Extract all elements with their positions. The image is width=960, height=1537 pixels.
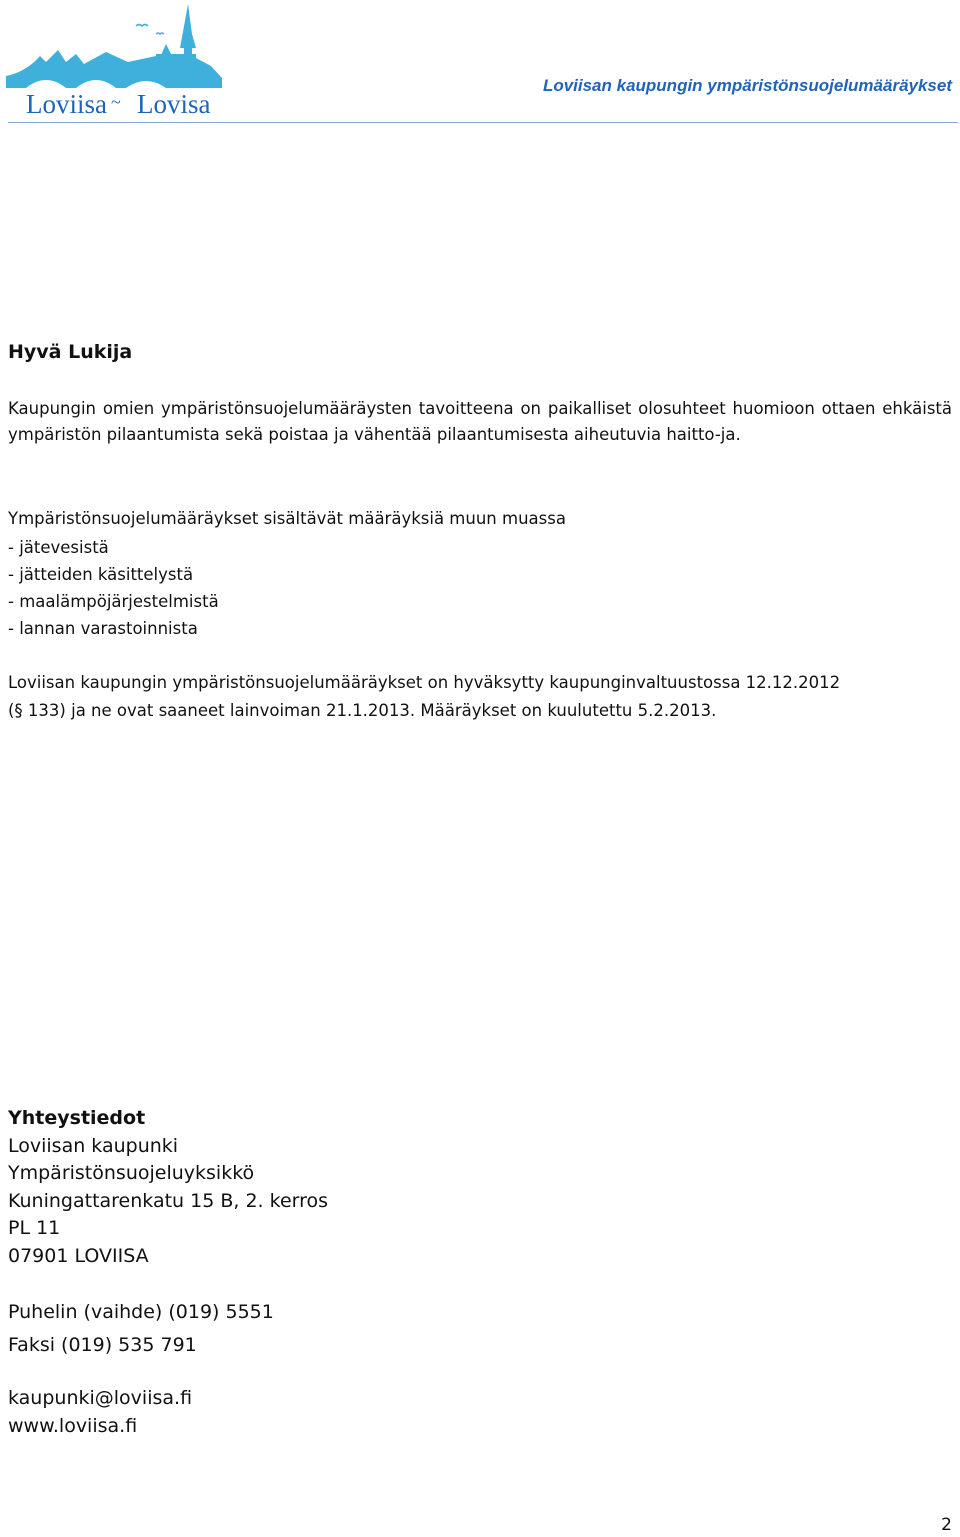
header-divider [8, 122, 958, 123]
contact-block [8, 1105, 328, 1270]
greeting-heading: Hyvä Lukija [8, 341, 133, 363]
list-item: - lannan varastoinnista [8, 619, 198, 638]
page-number: 2 [941, 1515, 952, 1535]
contact-line: 07901 LOVIISA [8, 1244, 149, 1267]
contact-line: Ympäristönsuojeluyksikkö [8, 1162, 255, 1184]
loviisa-logo [6, 4, 228, 118]
email-link[interactable]: kaupunki@loviisa.fi [8, 1387, 193, 1409]
list-item: - jätevesistä [8, 538, 109, 557]
contact-line: Kuningattarenkatu 15 B, 2. kerros [8, 1189, 329, 1212]
regulations-lead: Ympäristönsuojelumääräykset sisältävät määräyksiä muun muassa [8, 509, 566, 528]
contact-fax: Faksi (019) 535 791 [8, 1334, 197, 1356]
approval-paragraph [8, 669, 952, 725]
approval-line: (§ 133) ja ne ovat saaneet lainvoiman 21.1.2013. Määräykset on kuulutettu 5.2.2013. [8, 701, 717, 720]
page-header [0, 0, 960, 125]
website-link[interactable]: www.loviisa.fi [8, 1415, 138, 1437]
contact-phone: Puhelin (vaihde) (019) 5551 [8, 1301, 274, 1323]
list-item: - maalämpöjärjestelmistä [8, 592, 219, 611]
approval-line: Loviisan kaupungin ympäristönsuojelumääräykset on hyväksytty kaupunginvaltuustossa 12.12.2012 [8, 673, 841, 692]
regulations-list [8, 534, 219, 642]
contact-title: Yhteystiedot [8, 1107, 146, 1129]
intro-paragraph: Kaupungin omien ympäristönsuojelumääräysten tavoitteena on paikalliset olosuhteet huomioon ottaen ehkäistä ympäristön pilaantumista sekä poistaa ja vähentää pilaantumisesta aiheutuvia haitto-ja. [8, 399, 952, 444]
svg-text:Lovisa: Lovisa [137, 89, 211, 118]
contact-line: Loviisan kaupunki [8, 1134, 179, 1157]
header-document-title: Loviisan kaupungin ympäristönsuojelumääräykset [542, 76, 952, 95]
svg-text:Loviisa: Loviisa [26, 89, 107, 118]
contact-web [8, 1384, 192, 1440]
contact-line: PL 11 [8, 1217, 61, 1239]
svg-text:~: ~ [111, 92, 121, 112]
list-item: - jätteiden käsittelystä [8, 565, 194, 584]
